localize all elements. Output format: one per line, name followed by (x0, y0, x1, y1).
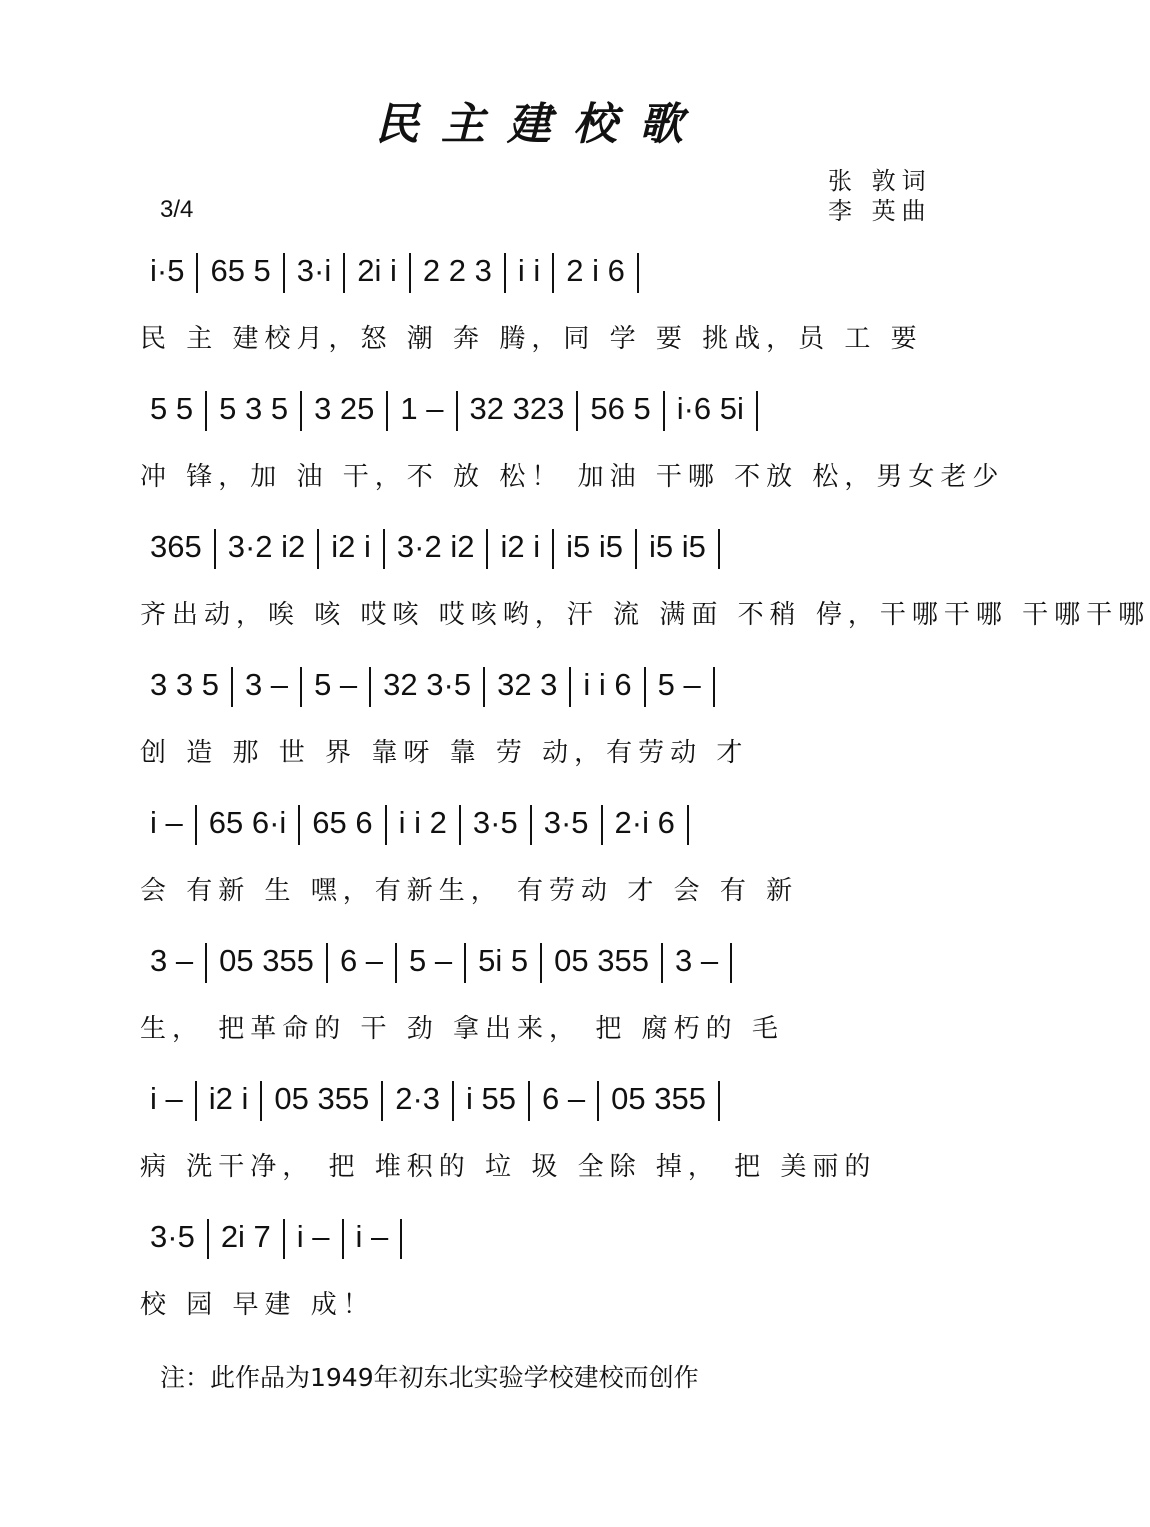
score-body (140, 248, 1150, 1352)
score-system (140, 524, 1150, 662)
measure: 2·3 (395, 1081, 441, 1116)
barline (718, 1081, 720, 1121)
barline (540, 943, 542, 983)
lyric-line: 齐出动，唉 咳 哎咳 哎咳哟，汗 流 满面 不稍 停，干哪干哪 干哪干哪 (140, 600, 1150, 630)
barline (504, 253, 506, 293)
measure: 5 3 5 (219, 391, 289, 426)
barline (530, 805, 532, 845)
barline (342, 1219, 344, 1259)
barline (456, 391, 458, 431)
barline (231, 667, 233, 707)
measure: 5 5 (150, 391, 194, 426)
measure: 3 3 5 (150, 667, 219, 702)
barline (635, 529, 637, 569)
score-system (140, 662, 960, 800)
score-system (140, 1214, 960, 1352)
credits (828, 166, 932, 226)
measure: 5 – (657, 667, 701, 702)
lyric-line: 病 洗干净， 把 堆积的 垃 圾 全除 掉， 把 美丽的 (140, 1152, 877, 1182)
barline (528, 1081, 530, 1121)
barline (644, 667, 646, 707)
barline (386, 391, 388, 431)
barline (552, 253, 554, 293)
barline (207, 1219, 209, 1259)
measure: 5i 5 (478, 943, 529, 978)
barline (343, 253, 345, 293)
barline (283, 253, 285, 293)
notation-line (148, 800, 958, 860)
barline (205, 391, 207, 431)
score-system (140, 800, 960, 938)
lyric-line: 冲 锋，加 油 干，不 放 松！ 加油 干哪 不放 松，男女老少 (140, 462, 1005, 492)
measure: 65 6·i (208, 805, 287, 840)
measure: i – (355, 1219, 389, 1254)
barline (205, 943, 207, 983)
measure: i – (296, 1219, 330, 1254)
measure: 365 (150, 529, 202, 564)
barline (381, 1081, 383, 1121)
measure: 3·i (296, 253, 332, 288)
barline (601, 805, 603, 845)
measure: 2i 7 (220, 1219, 271, 1254)
measure: i5 i5 (566, 529, 623, 564)
measure: 3·5 (472, 805, 518, 840)
barline (214, 529, 216, 569)
notation-line (148, 1076, 958, 1136)
barline (383, 529, 385, 569)
measure: 2 2 3 (422, 253, 492, 288)
measure: i·5 (150, 253, 185, 288)
measure: 6 – (542, 1081, 586, 1116)
barline (597, 1081, 599, 1121)
measure: i i 2 (398, 805, 447, 840)
measure: 3·2 i2 (396, 529, 475, 564)
measure: 32 323 (469, 391, 565, 426)
barline (713, 667, 715, 707)
notation-line (148, 938, 958, 998)
measure: i·6 5i (676, 391, 744, 426)
measure: 3 25 (314, 391, 375, 426)
measure: 3 – (244, 667, 289, 702)
barline (718, 529, 720, 569)
lyric-line: 会 有新 生 嘿，有新生， 有劳动 才 会 有 新 (140, 876, 799, 906)
measure: i5 i5 (648, 529, 706, 564)
measure: 56 5 (590, 391, 651, 426)
measure: 5 – (314, 667, 358, 702)
barline (195, 805, 197, 845)
barline (730, 943, 732, 983)
barline (661, 943, 663, 983)
lyricist-credit: 张 敦词 (828, 167, 932, 195)
composer-credit: 李 英曲 (828, 197, 932, 225)
barline (576, 391, 578, 431)
barline (552, 529, 554, 569)
measure: 65 5 (210, 253, 271, 288)
barline (687, 805, 689, 845)
barline (196, 253, 198, 293)
barline (317, 529, 319, 569)
barline (459, 805, 461, 845)
measure: i2 i (331, 529, 371, 564)
barline (260, 1081, 262, 1121)
measure: 3 – (674, 943, 719, 978)
barline (298, 805, 300, 845)
measure: i2 i (208, 1081, 249, 1116)
notation-line (148, 662, 958, 722)
barline (483, 667, 485, 707)
score-system (140, 1076, 960, 1214)
barline (400, 1219, 402, 1259)
measure: i 55 (466, 1081, 517, 1116)
measure: i i 6 (583, 667, 632, 702)
lyric-line: 创 造 那 世 界 靠呀 靠 劳 动，有劳动 才 (140, 738, 749, 768)
measure: 32 3·5 (383, 667, 472, 702)
measure: i i (517, 253, 541, 288)
barline (326, 943, 328, 983)
barline (283, 1219, 285, 1259)
measure: 2 i 6 (566, 253, 625, 288)
notation-line (148, 1214, 958, 1274)
measure: 2i i (357, 253, 397, 288)
barline (300, 391, 302, 431)
lyric-line: 生， 把革命的 干 劲 拿出来， 把 腐朽的 毛 (140, 1014, 784, 1044)
barline (452, 1081, 454, 1121)
measure: 05 355 (611, 1081, 706, 1116)
measure: 3·5 (543, 805, 589, 840)
measure: i2 i (500, 529, 541, 564)
score-system (140, 938, 960, 1076)
measure: 3·5 (150, 1219, 195, 1254)
barline (756, 391, 758, 431)
barline (663, 391, 665, 431)
measure: 3 – (150, 943, 194, 978)
footnote: 注：此作品为1949年初东北实验学校建校而创作 (160, 1363, 699, 1392)
measure: 32 3 (497, 667, 558, 702)
score-system (140, 386, 1005, 524)
barline (300, 667, 302, 707)
measure: 3·2 i2 (227, 529, 306, 564)
measure: 2·i 6 (614, 805, 675, 840)
lyric-line: 校 园 早建 成！ (140, 1290, 375, 1320)
measure: 05 355 (274, 1081, 370, 1116)
score-system (140, 248, 960, 386)
measure: 05 355 (554, 943, 649, 978)
notation-line (148, 524, 958, 584)
time-signature: 3/4 (160, 196, 194, 223)
barline (486, 529, 488, 569)
barline (195, 1081, 197, 1121)
measure: i – (150, 1081, 183, 1116)
measure: 05 355 (219, 943, 314, 978)
measure: i – (150, 805, 183, 840)
measure: 5 – (409, 943, 453, 978)
barline (385, 805, 387, 845)
measure: 65 6 (312, 805, 373, 840)
barline (637, 253, 639, 293)
measure: 6 – (339, 943, 384, 978)
measure: 1 – (400, 391, 444, 426)
song-title: 民主建校歌 (375, 99, 705, 150)
notation-line (148, 386, 958, 446)
barline (369, 667, 371, 707)
barline (409, 253, 411, 293)
notation-line (148, 248, 958, 308)
barline (464, 943, 466, 983)
barline (395, 943, 397, 983)
barline (569, 667, 571, 707)
lyric-line: 民 主 建校月，怒 潮 奔 腾，同 学 要 挑战，员 工 要 (140, 324, 923, 354)
